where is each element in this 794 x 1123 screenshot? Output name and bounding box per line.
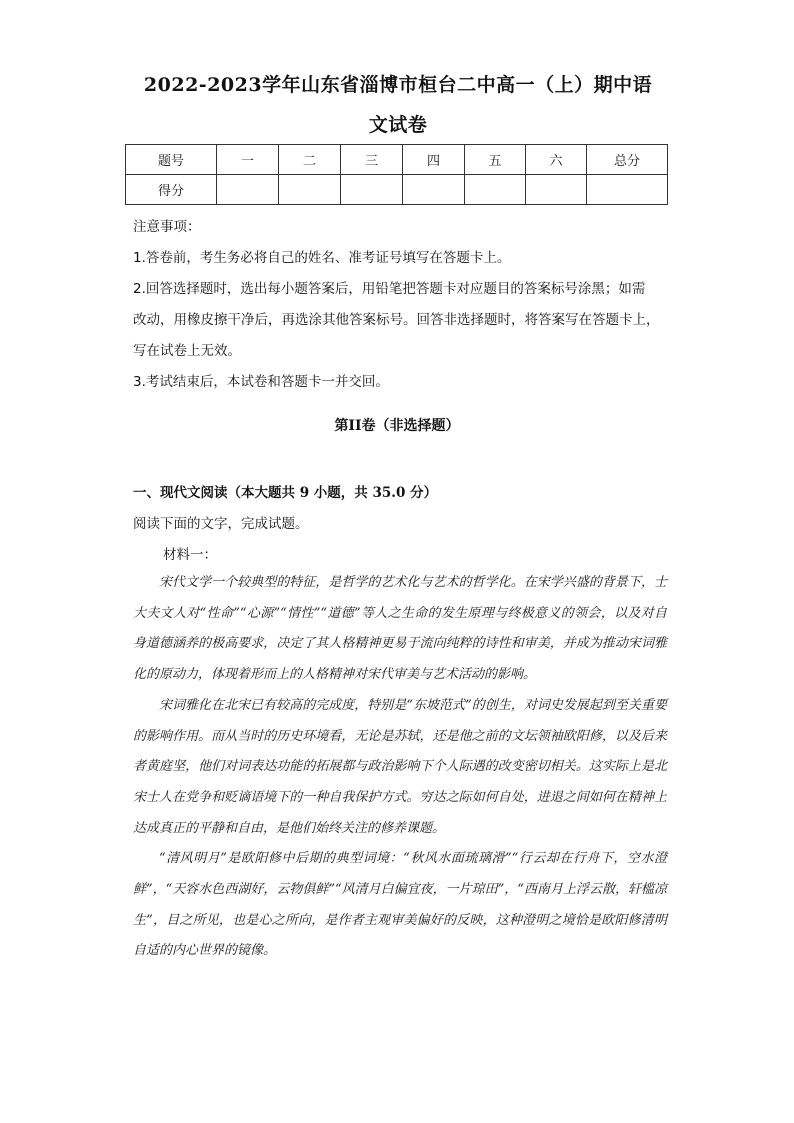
col-two: 二: [279, 145, 341, 175]
material-paragraph: 宋代文学一个较典型的特征，是哲学的艺术化与艺术的哲学化。在宋学兴盛的背景下，士大夫文人对“性命”“心源”“情性”“道德”等人之生命的发生原理与终极意义的领会，以及对自身道德涵养的极高要求，决定了其人格精神更易于流向纯粹的诗性和审美，并成为推动宋词雅化的原动力，体现着形而上的人格精神对宋代审美与艺术活动的影响。: [133, 575, 667, 683]
notes-item: 2.回答选择题时，选出每小题答案后，用铅笔把答题卡对应题目的答案标号涂黑；如需: [133, 281, 646, 297]
col-six: 六: [526, 145, 587, 175]
score-table-score-row: [126, 175, 668, 205]
col-three: 三: [341, 145, 403, 175]
material-body: [133, 568, 667, 967]
exam-title-line2: 文试卷: [368, 114, 428, 136]
col-total: 总分: [587, 145, 668, 175]
reading-instruction: 阅读下面的文字，完成试题。: [133, 516, 309, 532]
col-question-number: 题号: [126, 145, 217, 175]
notes-item: 写在试卷上无效。: [133, 343, 241, 359]
notes-item: 改动，用橡皮擦干净后，再选涂其他答案标号。回答非选择题时，将答案写在答题卡上，: [133, 312, 660, 328]
score-cell: [465, 175, 526, 205]
section-heading: 一、现代文阅读（本大题共 9 小题，共 35.0 分）: [133, 485, 438, 501]
col-one: 一: [217, 145, 279, 175]
row-score-label: 得分: [126, 175, 217, 205]
score-cell: [403, 175, 465, 205]
material-paragraph: 宋词雅化在北宋已有较高的完成度，特别是“东坡范式”的创生，对词史发展起到至关重要的影响作用。而从当时的历史环境看，无论是苏轼，还是他之前的文坛领袖欧阳修，以及后来者黄庭坚，他们对词表达功能的拓展都与政治影响下个人际遇的改变密切相关。这实际上是北宋士人在党争和贬谪语境下的一种自我保护方式。穷达之际如何自处，进退之间如何在精神上达成真正的平静和自由，是他们始终关注的修养课题。: [133, 697, 667, 836]
notes-heading: 注意事项：: [133, 219, 201, 235]
score-table: [125, 144, 668, 205]
notes-item: 1.答卷前，考生务必将自己的姓名、准考证号填写在答题卡上。: [133, 250, 511, 266]
score-cell: [217, 175, 279, 205]
exam-title-line1: 2022-2023学年山东省淄博市桓台二中高一（上）期中语: [143, 74, 653, 96]
score-cell: [279, 175, 341, 205]
material-label: 材料一：: [163, 547, 217, 563]
score-cell: [587, 175, 668, 205]
score-cell: [341, 175, 403, 205]
col-five: 五: [465, 145, 526, 175]
part-title: 第II卷（非选择题）: [334, 418, 460, 434]
col-four: 四: [403, 145, 465, 175]
notes-item: 3.考试结束后，本试卷和答题卡一并交回。: [133, 374, 389, 390]
score-cell: [526, 175, 587, 205]
material-paragraph: “清风明月”是欧阳修中后期的典型词境：“秋风水面琉璃滑”“行云却在行舟下，空水澄鲜”，“天容水色西湖好，云物俱鲜”“风清月白偏宜夜，一片琼田”，“西南月上浮云散，轩槛凉生”，目之所见，也是心之所向，是作者主观审美偏好的反映，这种澄明之境恰是欧阳修清明自适的内心世界的镜像。: [133, 851, 667, 959]
score-table-header-row: [126, 145, 668, 175]
